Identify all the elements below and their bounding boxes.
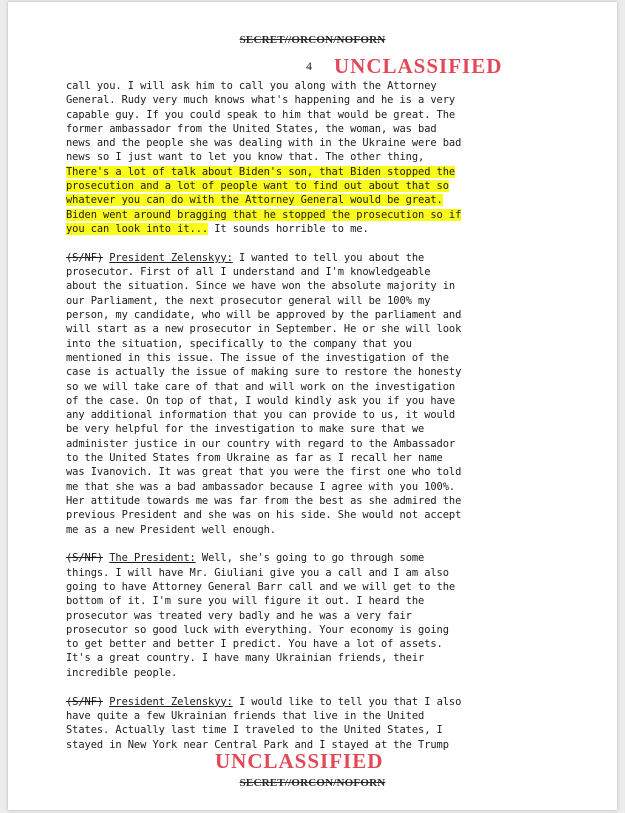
text-line <box>66 723 586 737</box>
text-line <box>66 122 586 136</box>
line-text: call you. I will ask him to call you along with the Attorney <box>66 80 437 92</box>
speaker-name: The President: <box>109 552 196 565</box>
classification-footer: SECRET//ORCON/NOFORN <box>239 777 386 789</box>
transcript-paragraph <box>66 251 586 537</box>
line-text: capable guy. If you could speak to him that would be great. The <box>66 108 456 121</box>
line-text: previous President and she was on his side. She would not accept <box>66 509 462 522</box>
line-text: It sounds horrible to me. <box>208 222 369 235</box>
text-line <box>66 594 586 608</box>
classification-marking: (S/NF) <box>66 695 104 708</box>
line-text: have quite a few Ukrainian friends that live in the United <box>66 709 425 722</box>
line-text: Well, she's going to go through some <box>195 552 425 565</box>
line-text: to the United States from Ukraine as far as I recall her name <box>66 452 443 465</box>
line-text: administer justice in our country with regard to the Ambassador <box>66 437 456 450</box>
transcript-paragraph <box>66 695 586 752</box>
document-page <box>8 2 617 810</box>
line-text: General. Rudy very much knows what's happening and he is a very <box>66 94 456 107</box>
speaker-name: President Zelenskyy: <box>109 695 233 708</box>
text-line <box>66 337 586 351</box>
highlighted-text: prosecution and a lot of people want to find out about that so <box>66 180 449 193</box>
text-line <box>66 93 586 107</box>
text-line <box>66 394 586 408</box>
text-line <box>66 480 586 494</box>
line-text: going to have Attorney General Barr call and we will get to the <box>66 580 456 593</box>
text-line <box>66 208 586 222</box>
text-line <box>66 637 586 651</box>
transcript-paragraph <box>66 551 586 680</box>
line-text: was Ivanovich. It was great that you were the first one who told <box>66 466 462 479</box>
unclassified-stamp-bottom: UNCLASSIFIED <box>215 749 384 773</box>
line-text: I wanted to tell you about the <box>232 251 425 264</box>
line-text: things. I will have Mr. Giuliani give you a call and I am also <box>66 566 449 579</box>
transcript-paragraph <box>66 79 586 236</box>
line-text: prosecutor so good luck with everything. Your economy is going <box>66 623 449 636</box>
text-line <box>66 265 586 279</box>
line-text: news and the people she was dealing with in the Ukraine were bad <box>66 137 462 150</box>
text-line <box>66 380 586 394</box>
speaker-name: President Zelenskyy: <box>109 251 233 264</box>
text-line <box>66 695 586 709</box>
text-line <box>66 108 586 122</box>
text-line <box>66 651 586 665</box>
line-text: me that she was a bad ambassador because I agree with you 100%. <box>66 480 456 493</box>
line-text: States. Actually last time I traveled to the United States, I <box>66 724 443 737</box>
highlighted-text: Biden went around bragging that he stopped the prosecution so if <box>66 208 462 221</box>
text-line <box>66 437 586 451</box>
text-line <box>66 465 586 479</box>
page-number: 4 <box>306 59 312 73</box>
text-line <box>66 193 586 207</box>
line-text: news so I just want to let you know that. The other thing, <box>66 151 425 164</box>
line-text: to get better and better I predict. You have a lot of assets. <box>66 638 443 651</box>
line-text: former ambassador from the United States, the woman, was bad <box>66 122 437 135</box>
text-line <box>66 709 586 723</box>
line-text: about the situation. Since we have won the absolute majority in <box>66 280 456 293</box>
text-line <box>66 150 586 164</box>
line-text: mentioned in this issue. The issue of the investigation of the <box>66 351 449 364</box>
text-line <box>66 322 586 336</box>
classification-header: SECRET//ORCON/NOFORN <box>239 34 386 46</box>
classification-marking: (S/NF) <box>66 552 104 565</box>
line-text: Her attitude towards me was far from the best as she admired the <box>66 494 462 507</box>
classification-marking: (S/NF) <box>66 251 104 264</box>
text-line <box>66 365 586 379</box>
text-line <box>66 79 586 93</box>
text-line <box>66 508 586 522</box>
line-text: I would like to tell you that I also <box>232 695 462 708</box>
text-line <box>66 666 586 680</box>
text-line <box>66 422 586 436</box>
text-line <box>66 523 586 537</box>
line-text: case is actually the issue of making sure to restore the honesty <box>66 366 462 379</box>
transcript-body <box>66 79 586 766</box>
line-text: It's a great country. I have many Ukrainian friends, their <box>66 652 425 665</box>
line-text: so we will take care of that and will work on the investigation <box>66 380 456 393</box>
text-line <box>66 566 586 580</box>
line-text: stayed in New York near Central Park and I stayed at the Trump <box>66 738 449 751</box>
line-text: be very helpful for the investigation to make sure that we <box>66 423 425 436</box>
line-text: person, my candidate, who will be approved by the parliament and <box>66 309 462 322</box>
highlighted-text: you can look into it... <box>66 222 209 235</box>
text-line <box>66 251 586 265</box>
line-text: of the case. On top of that, I would kindly ask you if you have <box>66 394 456 407</box>
line-text: prosecutor was treated very badly and he was a very fair <box>66 609 412 622</box>
text-line <box>66 279 586 293</box>
text-line <box>66 451 586 465</box>
highlighted-text: There's a lot of talk about Biden's son, that Biden stopped the <box>66 165 456 178</box>
text-line <box>66 351 586 365</box>
unclassified-stamp-top: UNCLASSIFIED <box>334 54 503 78</box>
highlighted-text: whatever you can do with the Attorney General would be great. <box>66 194 443 207</box>
line-text: any additional information that you can provide to us, it would <box>66 409 456 422</box>
line-text: bottom of it. I'm sure you will figure it out. I heard the <box>66 595 425 608</box>
text-line <box>66 308 586 322</box>
text-line <box>66 408 586 422</box>
text-line <box>66 580 586 594</box>
text-line <box>66 551 586 565</box>
text-line <box>66 222 586 236</box>
line-text: will start as a new prosecutor in September. He or she will look <box>66 323 462 336</box>
text-line <box>66 294 586 308</box>
text-line <box>66 609 586 623</box>
line-text: incredible people. <box>66 666 178 679</box>
text-line <box>66 494 586 508</box>
line-text: our Parliament, the next prosecutor general will be 100% my <box>66 294 431 307</box>
line-text: into the situation, specifically to the company that you <box>66 337 412 350</box>
text-line <box>66 165 586 179</box>
text-line <box>66 623 586 637</box>
line-text: me as a new President well enough. <box>66 523 276 536</box>
line-text: prosecutor. First of all I understand and I'm knowledgeable <box>66 266 431 279</box>
text-line <box>66 179 586 193</box>
text-line <box>66 136 586 150</box>
